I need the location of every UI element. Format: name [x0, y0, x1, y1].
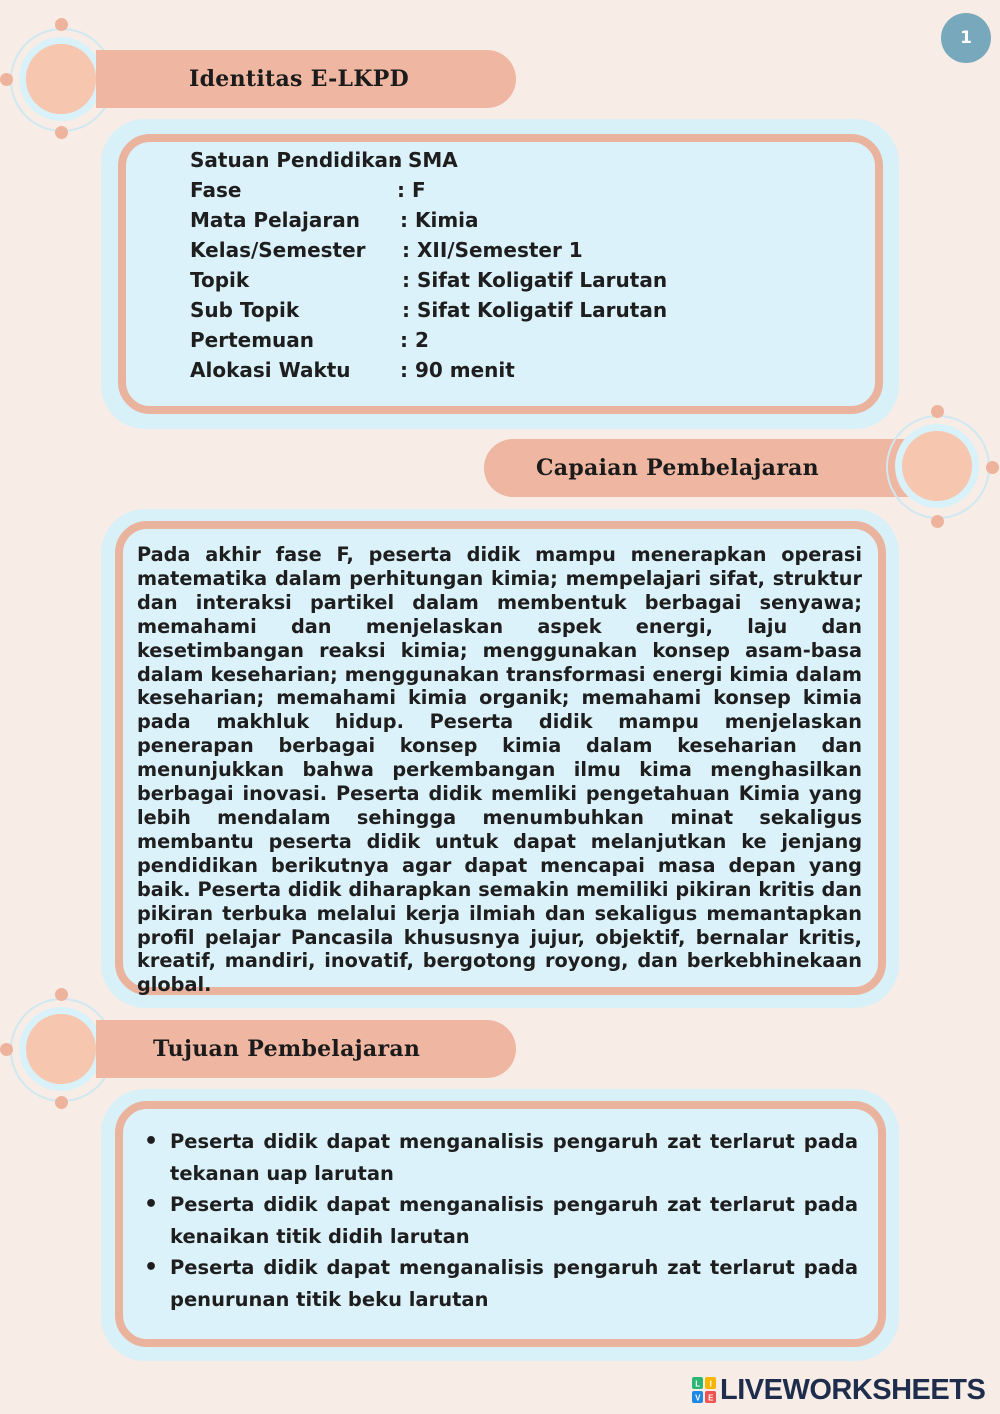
identitas-row	[190, 208, 479, 232]
identitas-row	[190, 238, 583, 262]
identitas-label: Satuan Pendidikan	[190, 148, 403, 172]
tujuan-title-pill	[96, 1020, 516, 1078]
identitas-row	[190, 178, 426, 202]
identitas-title-pill	[96, 50, 516, 108]
identitas-value: : Sifat Koligatif Larutan	[402, 298, 668, 322]
identitas-label: Sub Topik	[190, 298, 300, 322]
identitas-orb-core	[26, 44, 96, 114]
identitas-row	[190, 328, 429, 352]
identitas-label: Kelas/Semester	[190, 238, 366, 262]
identitas-value: : SMA	[393, 148, 458, 172]
tujuan-title: Tujuan Pembelajaran	[153, 1036, 421, 1062]
tujuan-list	[144, 1126, 858, 1315]
tujuan-orb-core	[26, 1014, 96, 1084]
identitas-row	[190, 298, 668, 322]
identitas-value: : 90 menit	[400, 358, 515, 382]
identitas-value: : Sifat Koligatif Larutan	[402, 268, 668, 292]
identitas-value: : F	[397, 178, 426, 202]
identitas-label: Pertemuan	[190, 328, 315, 352]
tujuan-item-text: Peserta didik dapat menganalisis pengaruh zat terlarut pada tekanan uap larutan	[170, 1130, 858, 1185]
identitas-row	[190, 148, 458, 172]
capaian-title-pill	[484, 439, 924, 497]
tujuan-item	[144, 1126, 858, 1189]
logo-letter: L	[695, 1379, 700, 1389]
capaian-orb	[876, 405, 1000, 529]
capaian-text: Pada akhir fase F, peserta didik mampu menerapkan operasi matematika dalam perhitungan kimia; mempelajari sifat, struktur dan interaksi partikel dalam membentuk berbagai senyawa; memahami dan menjelaskan aspek energi, laju dan kesetimbangan reaksi kimia; menggunakan konsep asam-basa dalam keseharian; menggunakan transformasi energi kimia dalam keseharian; memahami kimia organik; memahami konsep kimia pada makhluk hidup. Peserta didik mampu menjelaskan penerapan berbagai konsep kimia dalam keseharian dan menunjukkan bahwa perkembangan ilmu kima menghasilkan berbagai inovasi. Peserta didik memliki pengetahuan Kimia yang lebih mendalam sehingga menumbuhkan minat sekaligus membantu peserta didik untuk dapat melanjutkan ke jenjang pendidikan berikutnya agar dapat mencapai masa depan yang baik. Peserta didik diharapkan semakin memiliki pikiran kritis dan pikiran terbuka melalui kerja ilmiah dan sekaligus memantapkan profil pelajar Pancasila khususnya jujur, objektif, bernalar kritis, kreatif, mandiri, inovatif, bergotong royong, dan berkebhinekaan global.	[137, 543, 862, 997]
tujuan-item	[144, 1252, 858, 1315]
identitas-value: : 2	[400, 328, 429, 352]
liveworksheets-brand	[692, 1372, 985, 1408]
liveworksheets-logo-icon	[692, 1377, 716, 1403]
tujuan-item-text: Peserta didik dapat menganalisis pengaruh zat terlarut pada penurunan titik beku larutan	[170, 1256, 858, 1311]
logo-letter: I	[709, 1379, 712, 1389]
identitas-value: : XII/Semester 1	[402, 238, 583, 262]
identitas-value: : Kimia	[400, 208, 479, 232]
identitas-label: Mata Pelajaran	[190, 208, 360, 232]
identitas-title: Identitas E-LKPD	[189, 66, 409, 92]
bullet-icon: •	[144, 1192, 159, 1217]
page-number-badge	[941, 13, 991, 63]
tujuan-item	[144, 1189, 858, 1252]
logo-letter: E	[708, 1393, 713, 1403]
identitas-label: Alokasi Waktu	[190, 358, 351, 382]
capaian-title: Capaian Pembelajaran	[536, 455, 819, 481]
logo-letter: V	[695, 1393, 700, 1403]
bullet-icon: •	[144, 1129, 159, 1154]
identitas-row	[190, 268, 668, 292]
identitas-label: Topik	[190, 268, 250, 292]
bullet-icon: •	[144, 1255, 159, 1280]
identitas-row	[190, 358, 515, 382]
identitas-label: Fase	[190, 178, 242, 202]
tujuan-item-text: Peserta didik dapat menganalisis pengaruh zat terlarut pada kenaikan titik didih larutan	[170, 1193, 858, 1248]
brand-text: LIVEWORKSHEETS	[720, 1373, 986, 1406]
page-number: 1	[960, 28, 972, 48]
